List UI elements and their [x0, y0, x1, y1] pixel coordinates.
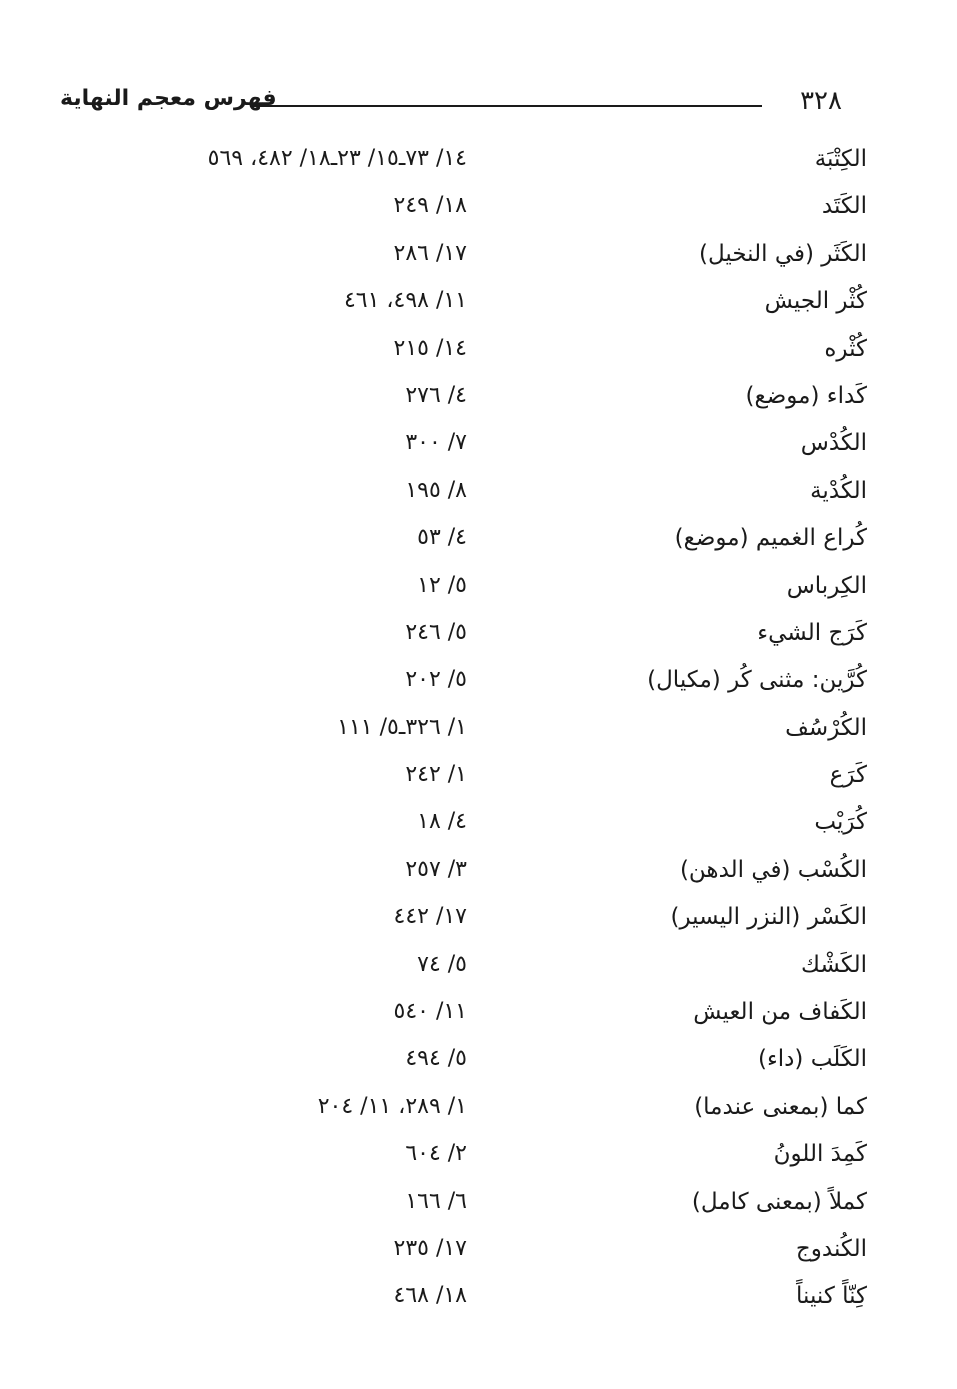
entry-refs: ١٧/ ٢٣٥	[393, 1235, 467, 1261]
entry-term: الكِتْبَة	[814, 146, 867, 172]
entry-term: كُثْره	[824, 335, 867, 362]
index-entry	[0, 567, 957, 614]
index-entry	[0, 1040, 957, 1087]
index-entry	[0, 330, 957, 377]
entry-refs: ٣/ ٢٥٧	[405, 856, 467, 882]
entry-refs: ٨/ ١٩٥	[405, 477, 467, 503]
entry-refs: ١٤/ ٢١٥	[393, 335, 467, 361]
entry-refs: ١/ ٢٨٩، ١١/ ٢٠٤	[317, 1093, 467, 1119]
entry-refs: ١١/ ٥٤٠	[393, 999, 467, 1025]
entry-refs: ٤/ ٢٧٦	[405, 382, 467, 408]
entry-term: الكَثَر (في النخيل)	[698, 240, 867, 267]
entry-term: كَمِدَ اللونُ	[773, 1141, 867, 1168]
entry-refs: ٧/ ٣٠٠	[405, 430, 467, 456]
entry-term: الكُدْس	[800, 430, 867, 457]
index-entry	[0, 377, 957, 424]
entry-refs: ٥/ ٧٤	[417, 951, 467, 977]
entry-term: الكَشْك	[800, 951, 867, 978]
entry-refs: ٥/ ٢٤٦	[405, 619, 467, 645]
index-entry	[0, 898, 957, 945]
running-title: فهرس معجم النهاية	[60, 86, 277, 111]
entry-refs: ١/ ٣٢٦ـ٥/ ١١١	[337, 714, 467, 740]
index-entry	[0, 946, 957, 993]
index-entry	[0, 993, 957, 1040]
index-entry	[0, 661, 957, 708]
entry-term: الكَسْر (النزر اليسير)	[670, 904, 867, 931]
entry-term: الكُدْية	[810, 477, 867, 504]
index-entry	[0, 235, 957, 282]
entry-refs: ١٧/ ٢٨٦	[393, 240, 467, 266]
entry-refs: ١١/ ٤٩٨، ٤٦١	[343, 288, 467, 314]
entry-refs: ١٨/ ٤٦٨	[393, 1283, 467, 1309]
entry-refs: ٤/ ٥٣	[417, 525, 467, 551]
index-entry	[0, 140, 957, 187]
entry-refs: ٤/ ١٨	[417, 809, 467, 835]
index-entry	[0, 282, 957, 329]
entry-term: الكُرْسُف	[785, 714, 867, 741]
entry-term: كَرَج الشيء	[757, 619, 867, 646]
index-entry	[0, 1183, 957, 1230]
index-entry	[0, 1277, 957, 1324]
index-entry	[0, 803, 957, 850]
page-number: ٣٢٨	[800, 86, 842, 116]
entry-term: كملاً (بمعنى كامل)	[691, 1188, 867, 1215]
entry-refs: ١٨/ ٢٤٩	[393, 193, 467, 219]
entry-refs: ٥/ ٢٠٢	[405, 667, 467, 693]
entry-refs: ٥/ ١٢	[417, 572, 467, 598]
entry-term: الكِرباس	[786, 572, 867, 599]
index-entry	[0, 424, 957, 471]
entry-term: الكُندوج	[795, 1235, 867, 1262]
index-entries	[0, 140, 957, 1325]
entry-refs: ١٧/ ٤٤٢	[393, 904, 467, 930]
index-entry	[0, 756, 957, 803]
index-entry	[0, 519, 957, 566]
index-entry	[0, 1135, 957, 1182]
index-entry	[0, 709, 957, 756]
entry-refs: ١/ ٢٤٢	[405, 762, 467, 788]
index-entry	[0, 614, 957, 661]
index-entry	[0, 1088, 957, 1135]
index-entry	[0, 851, 957, 898]
page-header	[60, 80, 870, 124]
entry-refs: ٥/ ٤٩٤	[405, 1046, 467, 1072]
entry-term: الكَلَب (داء)	[757, 1046, 867, 1073]
entry-term: كُراع الغميم (موضع)	[674, 525, 867, 552]
header-rule	[252, 105, 762, 107]
index-entry	[0, 472, 957, 519]
entry-term: الكَفاف من العيش	[693, 999, 867, 1026]
entry-refs: ٦/ ١٦٦	[405, 1188, 467, 1214]
entry-term: الكَتَد	[821, 193, 867, 220]
index-entry	[0, 1230, 957, 1277]
entry-term: كَداء (موضع)	[745, 382, 867, 409]
entry-term: كِنّاً كنيناً	[796, 1283, 867, 1310]
entry-term: كُثْر الجيش	[764, 288, 867, 315]
entry-term: الكُسْب (في الدهن)	[679, 856, 867, 883]
entry-refs: ١٤/ ٧٣ـ١٥/ ٢٣ـ١٨/ ٤٨٢، ٥٦٩	[207, 146, 467, 171]
entry-term: كَرَع	[829, 762, 867, 789]
entry-refs: ٢/ ٦٠٤	[405, 1141, 467, 1167]
entry-term: كُرَيْب	[814, 809, 867, 836]
entry-term: كما (بمعنى عندما)	[694, 1093, 867, 1120]
index-entry	[0, 187, 957, 234]
entry-term: كُرَّين: مثنى كُر (مكيال)	[647, 667, 867, 694]
